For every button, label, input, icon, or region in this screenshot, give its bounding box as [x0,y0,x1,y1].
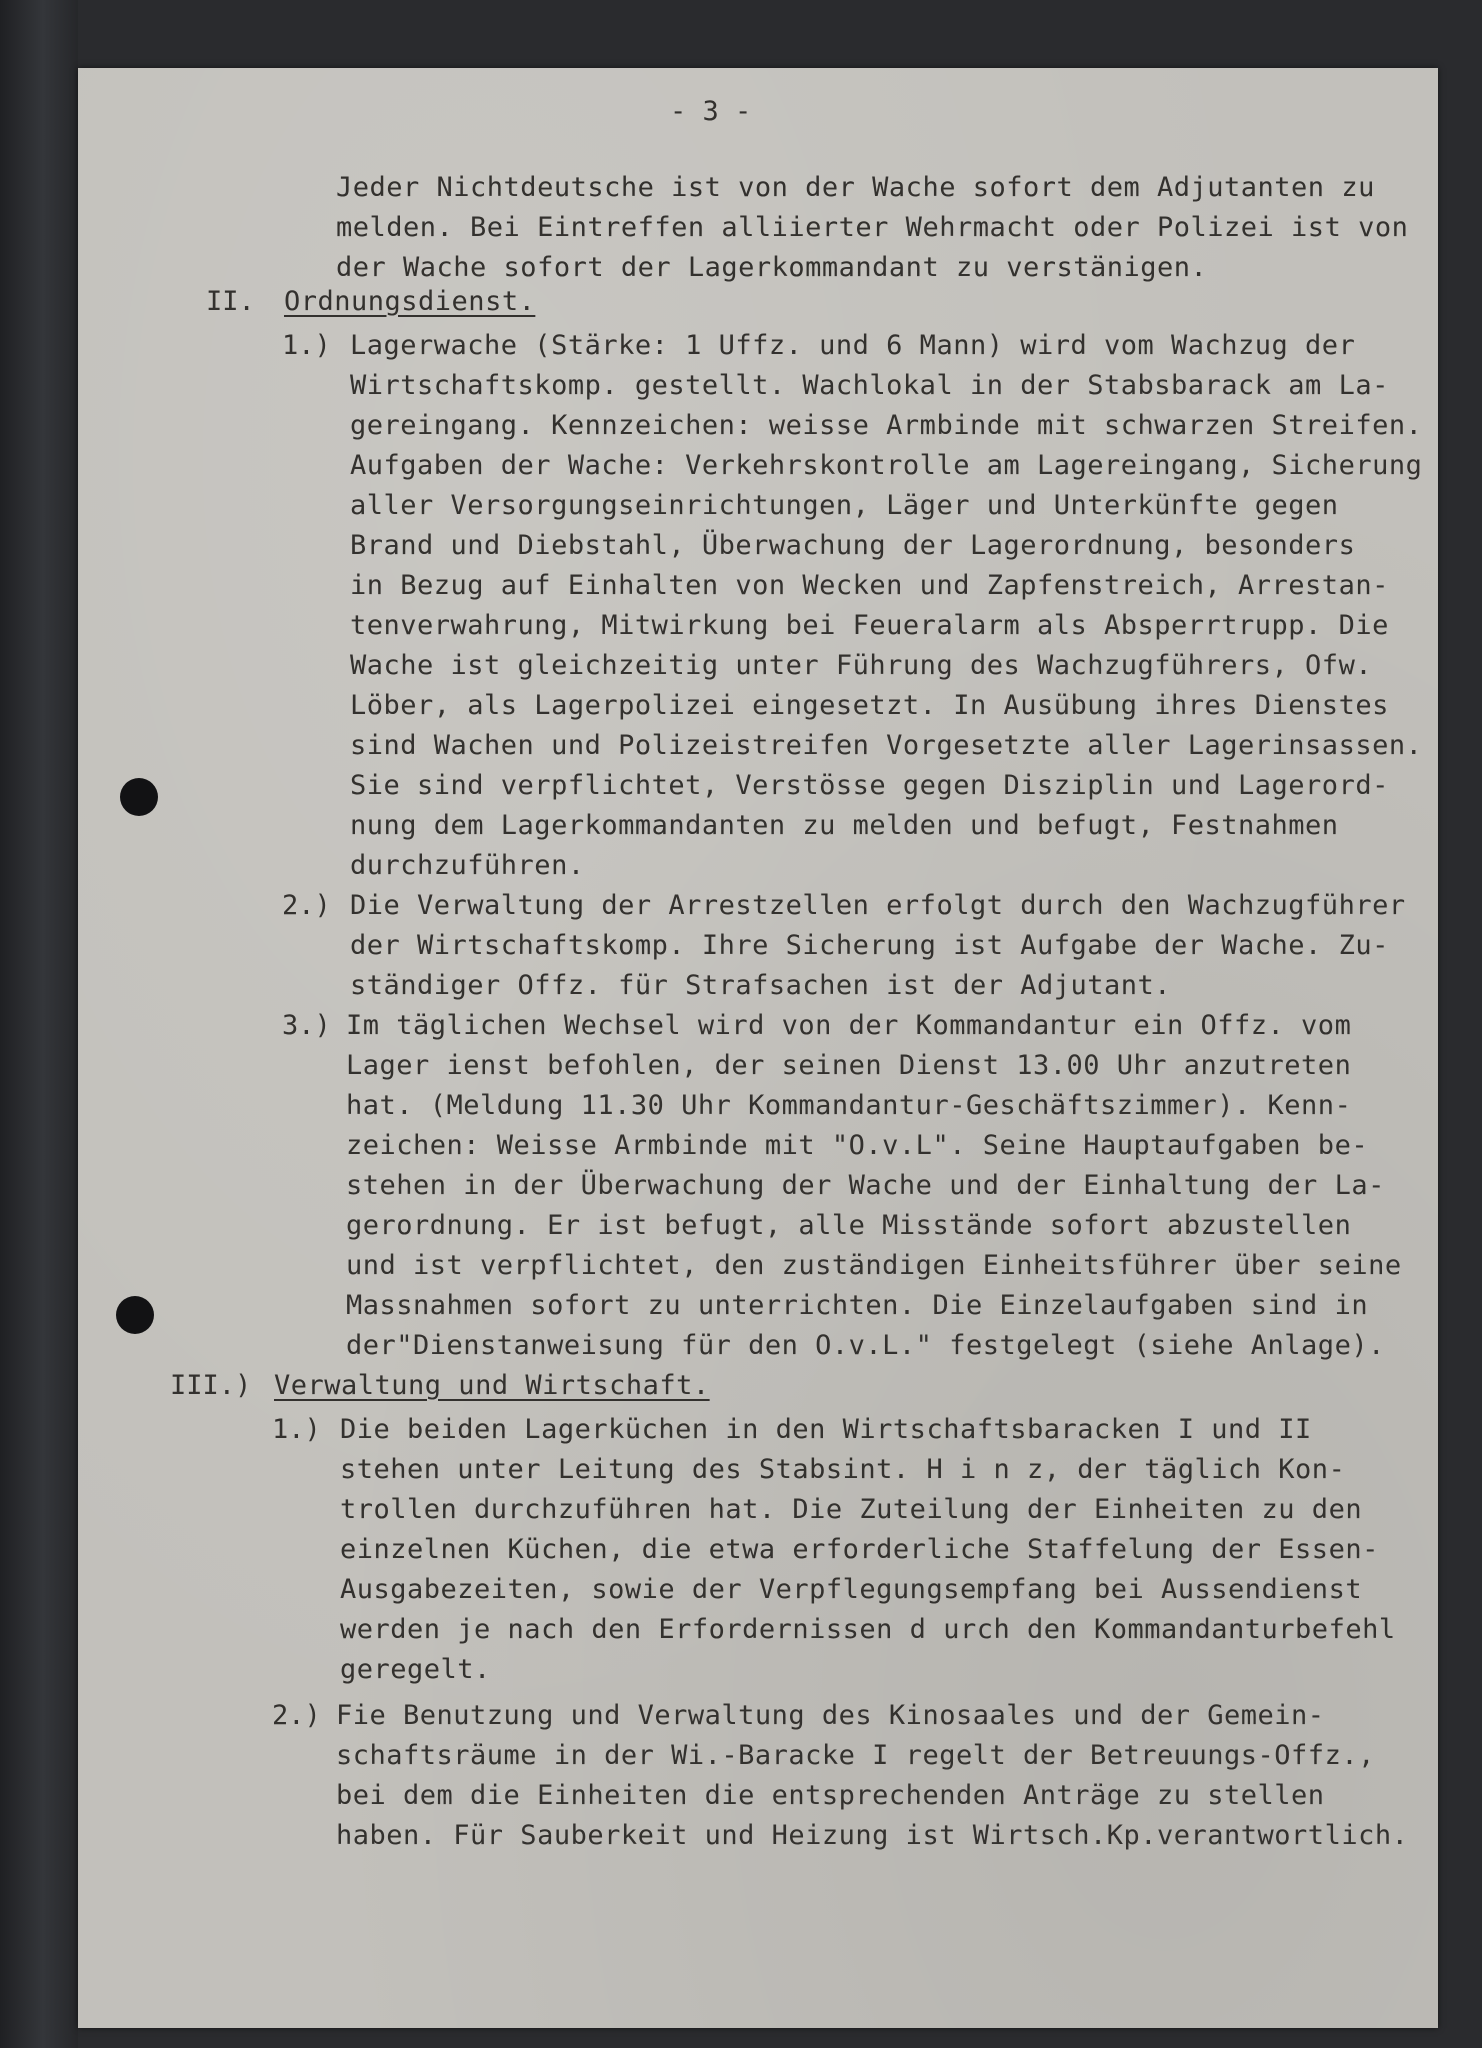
item-number: 1.) [272,1414,321,1445]
item-line: ständiger Offz. für Strafsachen ist der Adjutant. [350,970,1172,1001]
section-ii-numeral: II. [206,286,255,317]
item-line: Wache ist gleichzeitig unter Führung des Wachzugführers, Ofw. [350,650,1373,681]
punch-hole-upper [120,778,158,816]
section-iii-heading: Verwaltung und Wirtschaft. [274,1370,710,1401]
item-line: Brand und Diebstahl, Überwachung der Lagerordnung, besonders [350,530,1356,561]
item-line: zeichen: Weisse Armbinde mit "O.v.L". Seine Hauptaufgaben be- [346,1130,1369,1161]
item-line: Im täglichen Wechsel wird von der Kommandantur ein Offz. vom [346,1010,1352,1041]
item-line: sind Wachen und Polizeistreifen Vorgesetzte aller Lagerinsassen. [350,730,1423,761]
item-line: aller Versorgungseinrichtungen, Läger und Unterkünfte gegen [350,490,1339,521]
item-line: stehen unter Leitung des Stabsint. H i n z, der täglich Kon- [340,1454,1346,1485]
item-number: 2.) [272,1700,321,1731]
item-line: gerordnung. Er ist befugt, alle Misstände sofort abzustellen [346,1210,1352,1241]
item-line: der"Dienstanweisung für den O.v.L." festgelegt (siehe Anlage). [346,1330,1385,1361]
item-line: Wirtschaftskomp. gestellt. Wachlokal in der Stabsbarack am La- [350,370,1389,401]
item-line: geregelt. [340,1654,491,1685]
item-line: Löber, als Lagerpolizei eingesetzt. In Ausübung ihres Dienstes [350,690,1389,721]
item-line: in Bezug auf Einhalten von Wecken und Zapfenstreich, Arrestan- [350,570,1389,601]
binder-edge [0,0,78,2048]
item-line: Massnahmen sofort zu unterrichten. Die Einzelaufgaben sind in [346,1290,1369,1321]
item-line: Lagerwache (Stärke: 1 Uffz. und 6 Mann) wird vom Wachzug der [350,330,1356,361]
item-line: Fie Benutzung und Verwaltung des Kinosaales und der Gemein- [336,1700,1325,1731]
item-line: durchzuführen. [350,850,585,881]
intro-line: melden. Bei Eintreffen alliierter Wehrmacht oder Polizei ist von [336,212,1409,243]
section-ii-heading: Ordnungsdienst. [284,286,536,317]
item-number: 1.) [282,330,331,361]
item-line: schaftsräume in der Wi.-Baracke I regelt der Betreuungs-Offz., [336,1740,1375,1771]
intro-line: Jeder Nichtdeutsche ist von der Wache sofort dem Adjutanten zu [336,172,1375,203]
intro-line: der Wache sofort der Lagerkommandant zu verstänigen. [336,252,1208,283]
item-number: 2.) [282,890,331,921]
item-line: Die beiden Lagerküchen in den Wirtschaftsbaracken I und II [340,1414,1312,1445]
item-line: trollen durchzuführen hat. Die Zuteilung der Einheiten zu den [340,1494,1363,1525]
item-line: stehen in der Überwachung der Wache und der Einhaltung der La- [346,1170,1385,1201]
item-number: 3.) [282,1010,331,1041]
item-line: werden je nach den Erfordernissen d urch den Kommandanturbefehl [340,1614,1396,1645]
item-line: hat. (Meldung 11.30 Uhr Kommandantur-Geschäftszimmer). Kenn- [346,1090,1352,1121]
item-line: Lager ienst befohlen, der seinen Dienst 13.00 Uhr anzutreten [346,1050,1352,1081]
section-iii-numeral: III.) [170,1370,252,1401]
item-line: der Wirtschaftskomp. Ihre Sicherung ist Aufgabe der Wache. Zu- [350,930,1389,961]
item-line: nung dem Lagerkommandanten zu melden und befugt, Festnahmen [350,810,1339,841]
punch-hole-lower [116,1296,154,1334]
item-line: Sie sind verpflichtet, Verstösse gegen Disziplin und Lagerord- [350,770,1389,801]
item-line: und ist verpflichtet, den zuständigen Einheitsführer über seine [346,1250,1402,1281]
item-line: tenverwahrung, Mitwirkung bei Feueralarm als Absperrtrupp. Die [350,610,1389,641]
item-line: gereingang. Kennzeichen: weisse Armbinde mit schwarzen Streifen. [350,410,1423,441]
document-page [78,68,1438,2028]
item-line: Aufgaben der Wache: Verkehrskontrolle am Lagereingang, Sicherung [350,450,1423,481]
item-line: Die Verwaltung der Arrestzellen erfolgt durch den Wachzugführer [350,890,1406,921]
item-line: einzelnen Küchen, die etwa erforderliche Staffelung der Essen- [340,1534,1379,1565]
item-line: bei dem die Einheiten die entsprechenden Anträge zu stellen [336,1780,1325,1811]
item-line: haben. Für Sauberkeit und Heizung ist Wirtsch.Kp.verantwortlich. [336,1820,1409,1851]
page-number: - 3 - [670,96,752,127]
item-line: Ausgabezeiten, sowie der Verpflegungsempfang bei Aussendienst [340,1574,1363,1605]
